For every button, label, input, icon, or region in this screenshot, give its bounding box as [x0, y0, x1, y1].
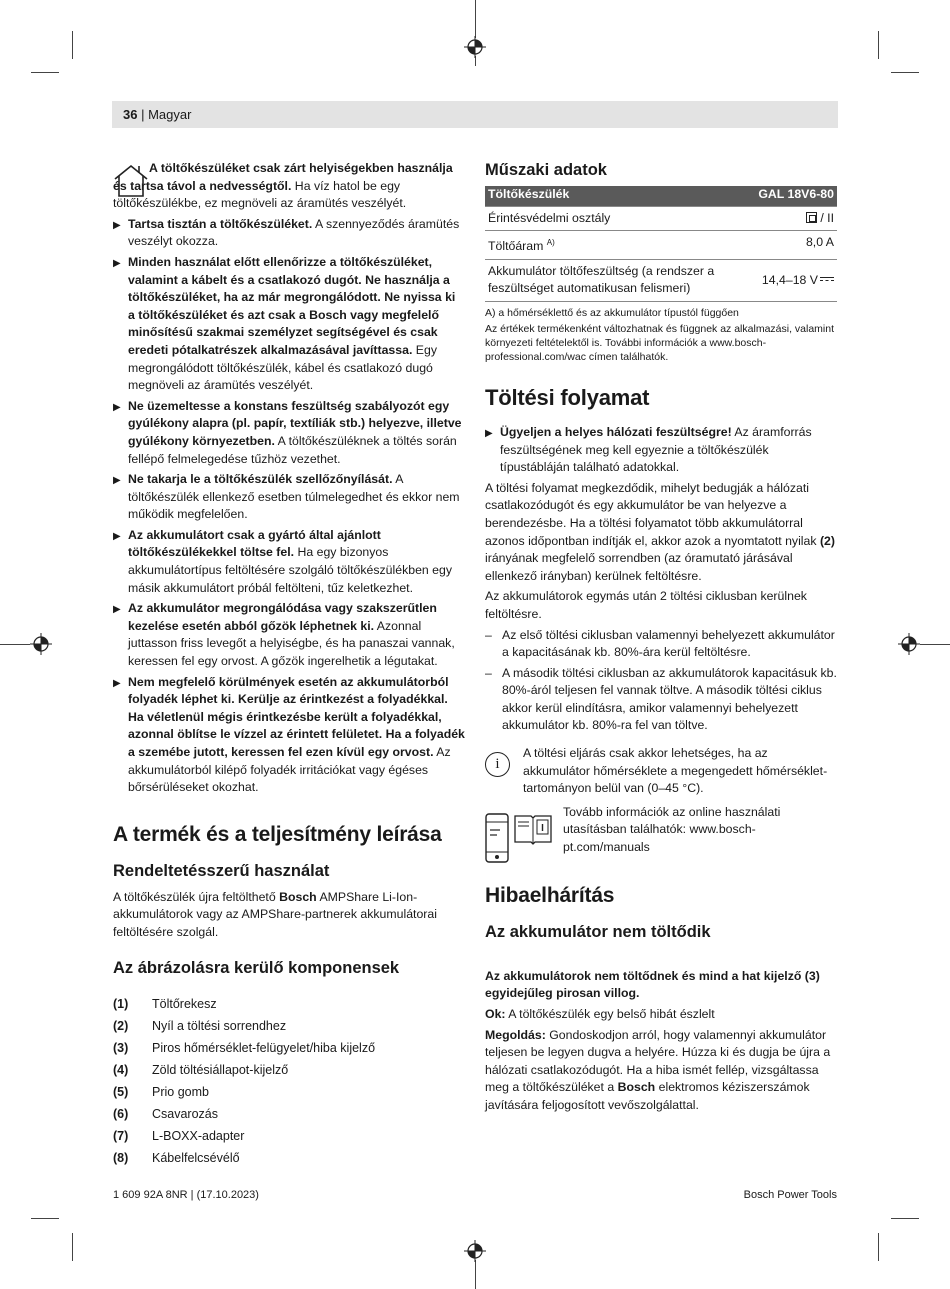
footnote-a: A) a hőmérséklettő és az akkumulátor típustól függően: [485, 306, 739, 319]
page-number: 36: [123, 107, 138, 122]
problem-description: Az akkumulátorok nem töltődnek és mind a hat kijelző (3) egyidejűleg pirosan villog.: [485, 968, 820, 1001]
bullet-triangle-icon: ▶: [113, 530, 121, 542]
registration-mark-icon: [464, 36, 486, 58]
bullet-triangle-icon: ▶: [113, 257, 121, 269]
left-column: [113, 160, 465, 1170]
crop-mark: [475, 1260, 476, 1289]
bullet-triangle-icon: ▶: [113, 604, 121, 616]
footnote-values: Az értékek termékenként változhatnak és függnek az alkalmazási, valamint környezeti feltételektől is. További információk a www.bosch-professional.com/wac címen találhatók.: [485, 322, 835, 363]
crop-mark: [31, 1218, 59, 1219]
online-manual-note: Tovább információk az online használati utasításban találhatók: www.bosch-pt.com/manuals: [485, 804, 838, 864]
bullet-triangle-icon: ▶: [113, 475, 121, 487]
safety-bullet: ▶ Tartsa tisztán a töltőkészüléket. A szennyeződés áramütés veszélyt okozza.: [113, 216, 460, 249]
table-header-row: Töltőkészülék GAL 18V6-80: [485, 186, 837, 206]
list-item: – Az első töltési ciklusban valamennyi behelyezett akkumulátor a kapacitásának kb. 80%-ára kerül feltöltésre.: [485, 627, 835, 660]
battery-not-charging-title: Az akkumulátor nem töltődik: [485, 922, 711, 941]
list-item: (1) Töltőrekesz: [113, 996, 217, 1011]
table-row: Érintésvédelmi osztály / II: [485, 206, 837, 231]
charging-cycles-paragraph: Az akkumulátorok egymás után 2 töltési ciklusban kerülnek feltöltésre.: [485, 589, 807, 621]
section-title-product-description: A termék és a teljesítmény leírása: [113, 822, 442, 846]
safety-bullet: ▶ Ne üzemeltesse a konstans feszültség szabályozót egy gyúlékony alapra (pl. papír, textíliák stb.) helyezve, illetve gyúlékony környezetben. A töltőkészüléknek a töltés során fellépő felmelegedése tűzhöz vezethet.: [113, 398, 462, 466]
registration-mark-icon: [898, 633, 920, 655]
charging-paragraph: A töltési folyamat megkezdődik, mihelyt bedugják a hálózati csatlakozódugót és egy akkumulátor be van helyezve a berendezésbe. Ha a töltési folyamatot több akkumulátorral azonos időpontban indítják el, akkor azok a nyomtatott nyilak (2) irányának megfelelő sorrendben (az óramutató járásával ellenkező irányban) kerülnek feltöltésre.: [485, 480, 835, 583]
safety-bullet: ▶ Ne takarja le a töltőkészülék szellőzőnyílását. A töltőkészülék ellenkező esetben túlmelegedhet és ekkor nem működik megfelelően.: [113, 472, 460, 522]
crop-mark: [920, 644, 950, 645]
voltage-bullet: ▶ Ügyeljen a helyes hálózati feszültségre! Az áramforrás feszültségének meg kell egyeznie a töltőkészülék típustábláján található adatokkal.: [485, 424, 812, 475]
crop-mark: [72, 1233, 73, 1261]
safety-bullet: ▶ Az akkumulátort csak a gyártó által ajánlott töltőkészülékekkel töltse fel. Ha egy bizonyos akkumulátortípus feltöltésére szolgáló töltőkészülékben egy másik akkumulátort próbál feltölteni, tűz keletkezhet.: [113, 527, 453, 595]
components-title: Az ábrázolásra kerülő komponensek: [113, 958, 400, 977]
bullet-triangle-icon: ▶: [113, 677, 121, 689]
direct-current-icon: [820, 277, 834, 281]
double-insulation-icon: [806, 212, 817, 223]
bullet-triangle-icon: ▶: [113, 401, 121, 413]
page-language: Magyar: [148, 107, 192, 122]
crop-mark: [0, 644, 30, 645]
footer-brand: Bosch Power Tools: [743, 1189, 837, 1201]
list-item: (7) L-BOXX-adapter: [113, 1128, 245, 1143]
indoor-house-icon: [113, 163, 149, 197]
crop-mark: [72, 31, 73, 59]
safety-bullet: ▶ Minden használat előtt ellenőrizze a töltőkészüléket, valamint a kábelt és a csatlakozó dugót. Ne használja a töltőkészüléket, ha az már megrongálódott. Ne nyissa ki a töltőkészüléket és azt csak a Bosch vagy megfelelő minősítésű szakmai személyzet segítségével és csak eredeti pótalkatrészek alkalmazásával javíttassa. Egy megrongálódott töltőkészülék, kábel és csatlakozó dugó megnöveli az áramütés veszélyét.: [113, 254, 456, 393]
list-item: (2) Nyíl a töltési sorrendhez: [113, 1018, 287, 1033]
registration-mark-icon: [464, 1240, 486, 1262]
temperature-note: i A töltési eljárás csak akkor lehetséges, ha az akkumulátor hőmérséklete a megengedett hőmérséklet-tartományon belül van (0–45 °C).: [485, 745, 838, 798]
crop-mark: [31, 72, 59, 73]
intended-use-title: Rendeltetésszerű használat: [113, 861, 330, 880]
cause-text: Ok: A töltőkészülék egy belső hibát észlelt: [485, 1007, 715, 1022]
solution-text: Megoldás: Gondoskodjon arról, hogy valamennyi akkumulátor teljesen be legyen dugva a helyére. Húzza ki és dugja be újra a hálózati csatlakozódugót. Ha a hiba ismét fellép, vizsgáltassa meg a töltőkészüléket a Bosch elektromos kéziszerszámok javítására feljogosított vevőszolgálattal.: [485, 1027, 831, 1112]
crop-mark: [891, 72, 919, 73]
technical-data-title: Műszaki adatok: [485, 161, 607, 179]
list-item: (4) Zöld töltésiállapot-kijelző: [113, 1062, 289, 1077]
list-item: (8) Kábelfelcsévélő: [113, 1150, 240, 1165]
bullet-triangle-icon: ▶: [485, 427, 493, 439]
bullet-triangle-icon: ▶: [113, 219, 121, 231]
right-column: [485, 160, 838, 1118]
components-list: [113, 994, 465, 1170]
crop-mark: [878, 1233, 879, 1261]
safety-bullet: ▶ Az akkumulátor megrongálódása vagy szakszerűtlen kezelése esetén abból gőzök léphetnek ki. Azonnal juttasson friss levegőt a helyiségbe, és ha panaszai vannak, keressen fel egy orvost. A gőzök ingerelhetik a légutakat.: [113, 601, 455, 669]
list-item: (5) Prio gomb: [113, 1084, 209, 1099]
crop-mark: [878, 31, 879, 59]
indoor-use-warning: A töltőkészüléket csak zárt helyiségekben használja és tartsa távol a nedvességtől. Ha víz hatol be egy töltőkészülékbe, ez megnöveli az áramütés veszélyét.: [113, 161, 453, 211]
intended-use-text: A töltőkészülék újra feltölthető Bosch AMPShare Li-Ion-akkumulátorok vagy az AMPShare-partnerek akkumulátorai feltöltésére szolgál.: [113, 889, 437, 939]
safety-bullet: ▶ Nem megfelelő körülmények esetén az akkumulátorból folyadék léphet ki. Kerülje az érintkezést a folyadékkal. Ha véletlenül mégis érintkezésbe került a folyadékkal, azonnal öblítse le vízzel az érintett felületet. Ha a folyadék a szemébe jutott, keressen fel ezen kívül egy orvost. Az akkumulátorból kilépő folyadék irritációkat vagy égéses bőrsérüléseket okozhat.: [113, 674, 465, 795]
troubleshooting-title: Hibaelhárítás: [485, 883, 615, 907]
table-row: Akkumulátor töltőfeszültség (a rendszer a feszültséget automatikusan felismeri) 14,4–18 V: [485, 259, 837, 301]
registration-mark-icon: [30, 633, 52, 655]
charging-process-title: Töltési folyamat: [485, 384, 650, 410]
list-item: (3) Piros hőmérséklet-felügyelet/hiba kijelző: [113, 1040, 376, 1055]
list-item: (6) Csavarozás: [113, 1106, 218, 1121]
list-item: – A második töltési ciklusban az akkumulátorok kapacitásuk kb. 80%-áról teljesen fel vannak töltve. A második töltési ciklus akkor kerül elindításra, amikor valamennyi behelyezett akkumulátor kb. 80%-ra fel van töltve.: [485, 665, 837, 733]
table-row: Töltőáram $^{A)}$ 8,0 A: [485, 231, 837, 260]
footer-doc-number: 1 609 92A 8NR | (17.10.2023): [113, 1189, 259, 1201]
crop-mark: [891, 1218, 919, 1219]
info-icon: i: [485, 752, 510, 777]
page-header: 36 | Magyar: [112, 101, 838, 128]
crop-mark: [475, 0, 476, 38]
online-manual-icon: [485, 808, 555, 864]
technical-data-table: [485, 186, 837, 302]
